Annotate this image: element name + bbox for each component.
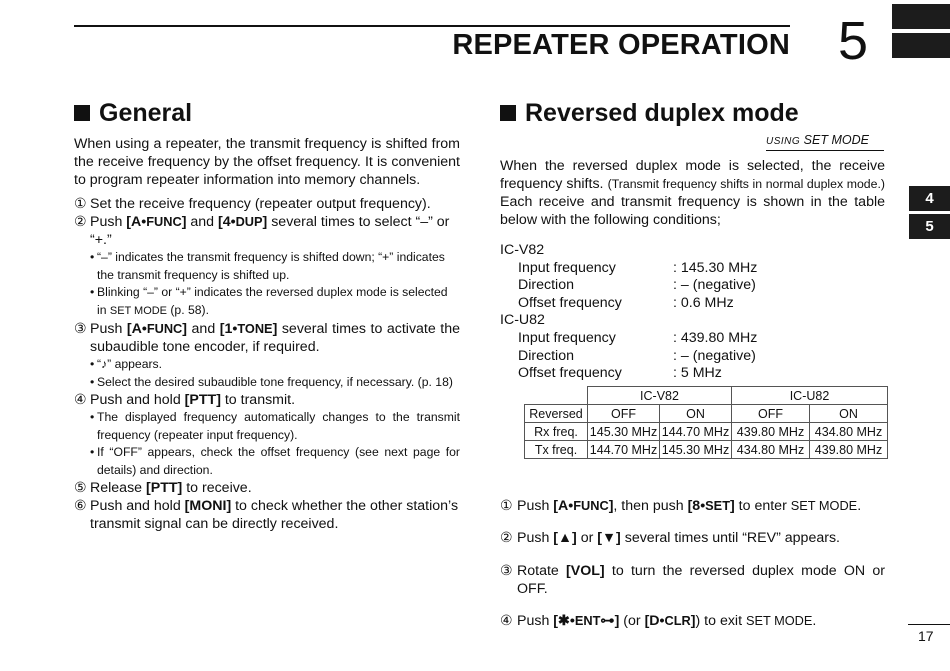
- general-step-4-bullet-2: • If “OFF” appears, check the offset frequency (see next page for details) and direction.: [90, 445, 460, 477]
- side-tab-5[interactable]: 5: [909, 214, 950, 239]
- general-step-5: ⑤ Release [PTT] to receive.: [74, 480, 252, 496]
- table-state-header: ON: [660, 405, 732, 423]
- reversed-heading: Reversed duplex mode: [500, 99, 799, 128]
- condition-row: Offset frequency : 5 MHz: [518, 365, 722, 382]
- general-step-4-bullet-1: • The displayed frequency automatically changes to the transmit frequency (repeater input frequency).: [90, 410, 460, 442]
- general-step-2-bullet-1: • “–” indicates the transmit frequency is shifted down; “+” indicates the transmit frequency is shifted up.: [90, 250, 445, 282]
- table-cell: 434.80 MHz: [732, 441, 810, 459]
- table-cell: 439.80 MHz: [732, 423, 810, 441]
- chapter-bar-bottom: [892, 33, 950, 58]
- square-bullet-icon: [74, 105, 90, 121]
- table-row-label: Tx freq.: [525, 441, 588, 459]
- side-tab-4[interactable]: 4: [909, 186, 950, 211]
- table-row: [525, 387, 888, 405]
- condition-row: Input frequency : 145.30 MHz: [518, 259, 758, 276]
- reversed-step-4: ④ Push [✱•ENT⊶] (or [D•CLR]) to exit SET MODE.: [500, 612, 817, 629]
- condition-row: Direction : – (negative): [518, 347, 756, 364]
- table-state-header: OFF: [588, 405, 660, 423]
- table-cell: 439.80 MHz: [810, 441, 888, 459]
- general-step-4: ④ Push and hold [PTT] to transmit.: [74, 392, 296, 408]
- general-heading: General: [74, 99, 192, 128]
- table-row-label: Rx freq.: [525, 423, 588, 441]
- condition-row: Offset frequency : 0.6 MHz: [518, 294, 734, 311]
- reversed-step-2: ② Push [▲] or [▼] several times until “REV” appears.: [500, 530, 840, 547]
- table-row-header: Reversed: [525, 405, 588, 423]
- table-row: [525, 423, 888, 441]
- condition-row: Direction : – (negative): [518, 277, 756, 294]
- header-rule: [74, 25, 790, 27]
- model-label-v82: IC-V82: [500, 242, 545, 258]
- general-step-1: ① Set the receive frequency (repeater output frequency).: [74, 196, 431, 212]
- using-underline: [766, 150, 884, 151]
- reversed-steps: [500, 483, 885, 644]
- chapter-bar-top: [892, 4, 950, 29]
- reversed-step-1: ① Push [A•FUNC], then push [8•SET] to enter SET MODE.: [500, 498, 862, 515]
- chapter-number: 5: [838, 11, 869, 71]
- table-model-header: IC-U82: [732, 387, 888, 405]
- reversed-intro: When the reversed duplex mode is selected, the receive frequency shifts. (Transmit frequency shifts in normal duplex mode.) Each receive and transmit frequency is shown in the table below with the following conditions;: [500, 158, 885, 228]
- table-cell: 144.70 MHz: [588, 441, 660, 459]
- general-step-3-bullet-1: • “♪” appears.: [90, 357, 163, 371]
- table-cell: 145.30 MHz: [588, 423, 660, 441]
- table-state-header: ON: [810, 405, 888, 423]
- chapter-title: REPEATER OPERATION: [452, 29, 790, 61]
- using-set-mode-label: USING SET MODE: [766, 133, 869, 147]
- conditions-list: [500, 242, 758, 383]
- general-section: [74, 135, 460, 533]
- table-row: [525, 441, 888, 459]
- model-label-u82: IC-U82: [500, 312, 545, 329]
- page-number-rule: [908, 624, 950, 625]
- general-step-6: ⑥ Push and hold [MONI] to check whether the other station’s transmit signal can be directly received.: [74, 498, 459, 532]
- page-number: 17: [918, 628, 934, 644]
- general-step-3: ③ Push [A•FUNC] and [1•TONE] several times to activate the subaudible tone encoder, if required.: [74, 321, 461, 355]
- reversed-step-3: ③ Rotate [VOL] to turn the reversed duplex mode ON or OFF.: [500, 562, 885, 597]
- condition-row: Input frequency : 439.80 MHz: [518, 329, 758, 346]
- table-model-header: IC-V82: [588, 387, 732, 405]
- reversed-duplex-table: [524, 386, 888, 459]
- square-bullet-icon: [500, 105, 516, 121]
- general-step-2-bullet-2: • Blinking “–” or “+” indicates the reversed duplex mode is selected in SET MODE (p. 58).: [90, 285, 448, 317]
- table-state-header: OFF: [732, 405, 810, 423]
- general-step-3-bullet-2: • Select the desired subaudible tone frequency, if necessary. (p. 18): [90, 374, 453, 389]
- general-step-2: ② Push [A•FUNC] and [4•DUP] several times to select “–” or “+.”: [74, 214, 450, 248]
- table-empty-cell: [525, 387, 588, 405]
- table-cell: 434.80 MHz: [810, 423, 888, 441]
- table-cell: 145.30 MHz: [660, 441, 732, 459]
- general-intro: When using a repeater, the transmit frequency is shifted from the receive frequency by the offset frequency. It is convenient to program repeater information into memory channels.: [74, 136, 460, 188]
- table-row: [525, 405, 888, 423]
- table-cell: 144.70 MHz: [660, 423, 732, 441]
